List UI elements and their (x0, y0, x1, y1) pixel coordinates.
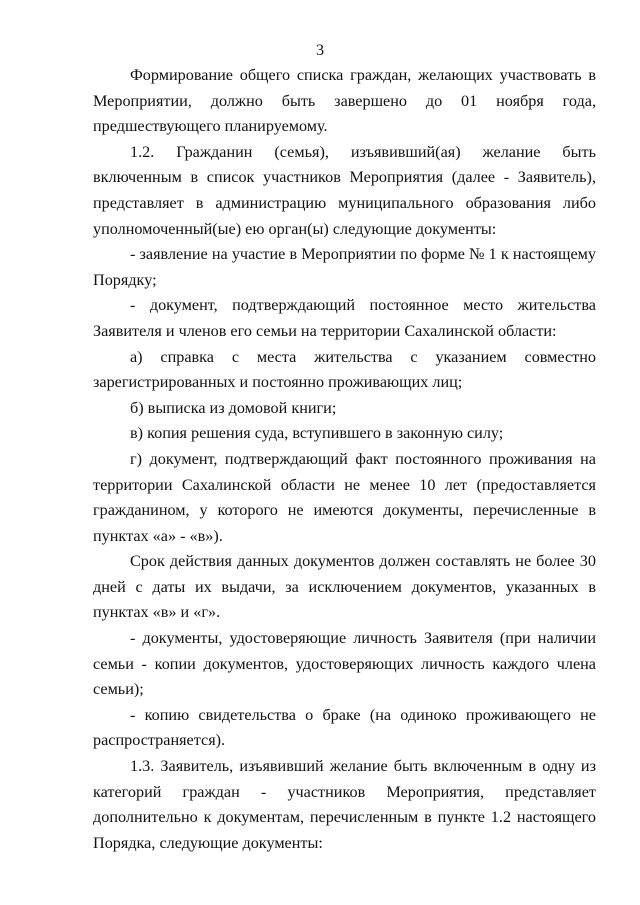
paragraph-marriage-certificate: - копию свидетельства о браке (на одиноко проживающего не распространяется). (93, 705, 596, 750)
paragraph-identity-documents: - документы, удостоверяющие личность Заявителя (при наличии семьи - копии документов, удостоверяющих личность каждого члена семьи); (93, 629, 596, 699)
paragraph-item-b: б) выписка из домовой книги; (130, 398, 337, 417)
page-number: 3 (315, 41, 325, 59)
paragraph-application-form: - заявление на участие в Мероприятии по форме № 1 к настоящему Порядку; (93, 245, 596, 289)
paragraph-list-deadline: Формирование общего списка граждан, желающих участвовать в Мероприятии, должно быть завершено до 01 ноября года, предшествующего планируемому. (93, 66, 596, 136)
paragraph-item-v: в) копия решения суда, вступившего в законную силу; (130, 424, 504, 443)
paragraph-residence-document: - документ, подтверждающий постоянное место жительства Заявителя и членов его семьи на территории Сахалинской области: (93, 296, 596, 340)
document-body (93, 63, 596, 856)
paragraph-item-g: г) документ, подтверждающий факт постоянного проживания на территории Сахалинской области не менее 10 лет (предоставляется гражданином, у которого не имеются документы, перечисленные в пунктах «а» - «в»). (93, 449, 596, 545)
paragraph-item-a: а) справка с места жительства с указанием совместно зарегистрированных и постоянно проживающих лиц; (93, 347, 596, 392)
paragraph-1-3: 1.3. Заявитель, изъявивший желание быть включенным в одну из категорий граждан - участников Мероприятия, представляет дополнительно к документам, перечисленным в пункте 1.2 настоящего Порядка, следующие документы: (93, 757, 596, 852)
paragraph-1-2: 1.2. Гражданин (семья), изъявивший(ая) желание быть включенным в список участников Мероприятия (далее - Заявитель), представляет в администрацию муниципального образования либо уполномоченный(ые) ею орган(ы) следующие документы: (93, 142, 596, 238)
paragraph-validity-period: Срок действия данных документов должен составлять не более 30 дней с даты их выдачи, за исключением документов, указанных в пунктах «в» и «г». (93, 552, 596, 622)
